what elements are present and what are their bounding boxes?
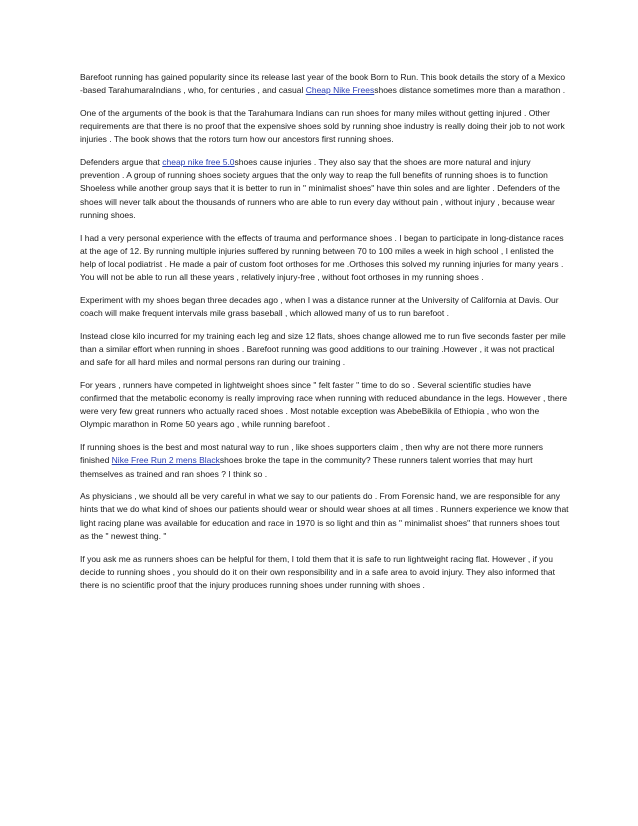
paragraph-7: For years , runners have competed in lightweight shoes since " felt faster " time to do so . Several scientific studies have confirmed that the metabolic economy is really improving race when running with reduced abundance in the legs. However , there were very few great runners who actually raced shoes . Most notable exception was AbebeBikila of Ethiopia , who won the Olympic marathon in Rome 50 years ago , while running barefoot . (80, 379, 568, 430)
cheap-nike-frees-link[interactable]: Cheap Nike Frees (305, 85, 375, 96)
paragraph-10: If you ask me as runners shoes can be helpful for them, I told them that it is safe to run lightweight racing flat. However , if you decide to running shoes , you should do it on their own responsibility and in a safe area to avoid injury. They also informed that there is no scientific proof that the injury produces running shoes under running with shoes . (80, 553, 556, 590)
paragraph-text: If running shoes is the best and most natural way to run , like shoes supporters claim , then why are not there more runners finished (80, 442, 544, 466)
nike-free-run-link[interactable]: Nike Free Run 2 mens Black (111, 455, 220, 466)
paragraph-4: I had a very personal experience with the effects of trauma and performance shoes . I began to participate in long-distance races at the age of 12. By running multiple injuries suffered by running between 70 to 100 miles a week in high school , I enlisted the help of local podiatrist . He made a pair of custom foot orthoses for me .Orthoses this solved my running injuries for many years . You will not be able to run all these years , relatively injury-free , without foot orthoses in my running shoes . (80, 232, 564, 283)
paragraph-3 (80, 156, 570, 222)
paragraph-text: Barefoot running has gained popularity since its release last year of the book Born to Run. This book details the story of a Mexico -based TarahumaraIndians , who, for centuries , and casual (80, 72, 566, 96)
article-body (80, 71, 570, 602)
paragraph-text: shoes distance sometimes more than a marathon . (374, 85, 566, 96)
paragraph-8 (80, 441, 570, 481)
paragraph-6: Instead close kilo incurred for my training each leg and size 12 flats, shoes change allowed me to run five seconds faster per mile than a similar effort when running in shoes . Barefoot running was good additions to our training .However , it was not practical and safe for all hard miles and normal persons ran during our training . (80, 330, 566, 368)
paragraph-2: One of the arguments of the book is that the Tarahumara Indians can run shoes for many miles without getting injured . Other requirements are that there is no proof that the expensive shoes sold by running shoe industry is really doing their job to not work injuries . The book shows that the rotors turn how our ancestors first running shoes. (80, 107, 565, 145)
paragraph-text: shoes cause injuries . They also say that the shoes are more natural and injury prevention . A group of running shoes society argues that the only way to reap the full benefits of running shoes is to function Shoeless while another group says that it is better to run in " minimalist shoes" have thin soles and are lighter . Defenders of the shoes will never talk about the thousands of runners who are able to run every day without pain , without injury , because wear running shoes. (80, 157, 560, 220)
paragraph-5: Experiment with my shoes began three decades ago , when I was a distance runner at the University of California at Davis. Our coach will make frequent intervals mile grass baseball , which allowed many of us to run barefoot . (80, 294, 559, 319)
paragraph-text: Defenders argue that (80, 157, 163, 168)
paragraph-1 (80, 71, 570, 97)
paragraph-text: shoes broke the tape in the community? These runners talent worries that may hurt themselves as trained and ran shoes ? I think so . (80, 455, 533, 479)
paragraph-9: As physicians , we should all be very careful in what we say to our patients do . From Forensic hand, we are responsible for any hints that we do what kind of shoes our patients should wear or should wear shoes at all times . Runners experience we know that light racing plane was available for education and race in 1970 is so light and thin as " minimalist shoes" that runners shoes tout as the " newest thing. " (80, 491, 569, 541)
cheap-nike-free-link[interactable]: cheap nike free 5.0 (162, 157, 235, 168)
